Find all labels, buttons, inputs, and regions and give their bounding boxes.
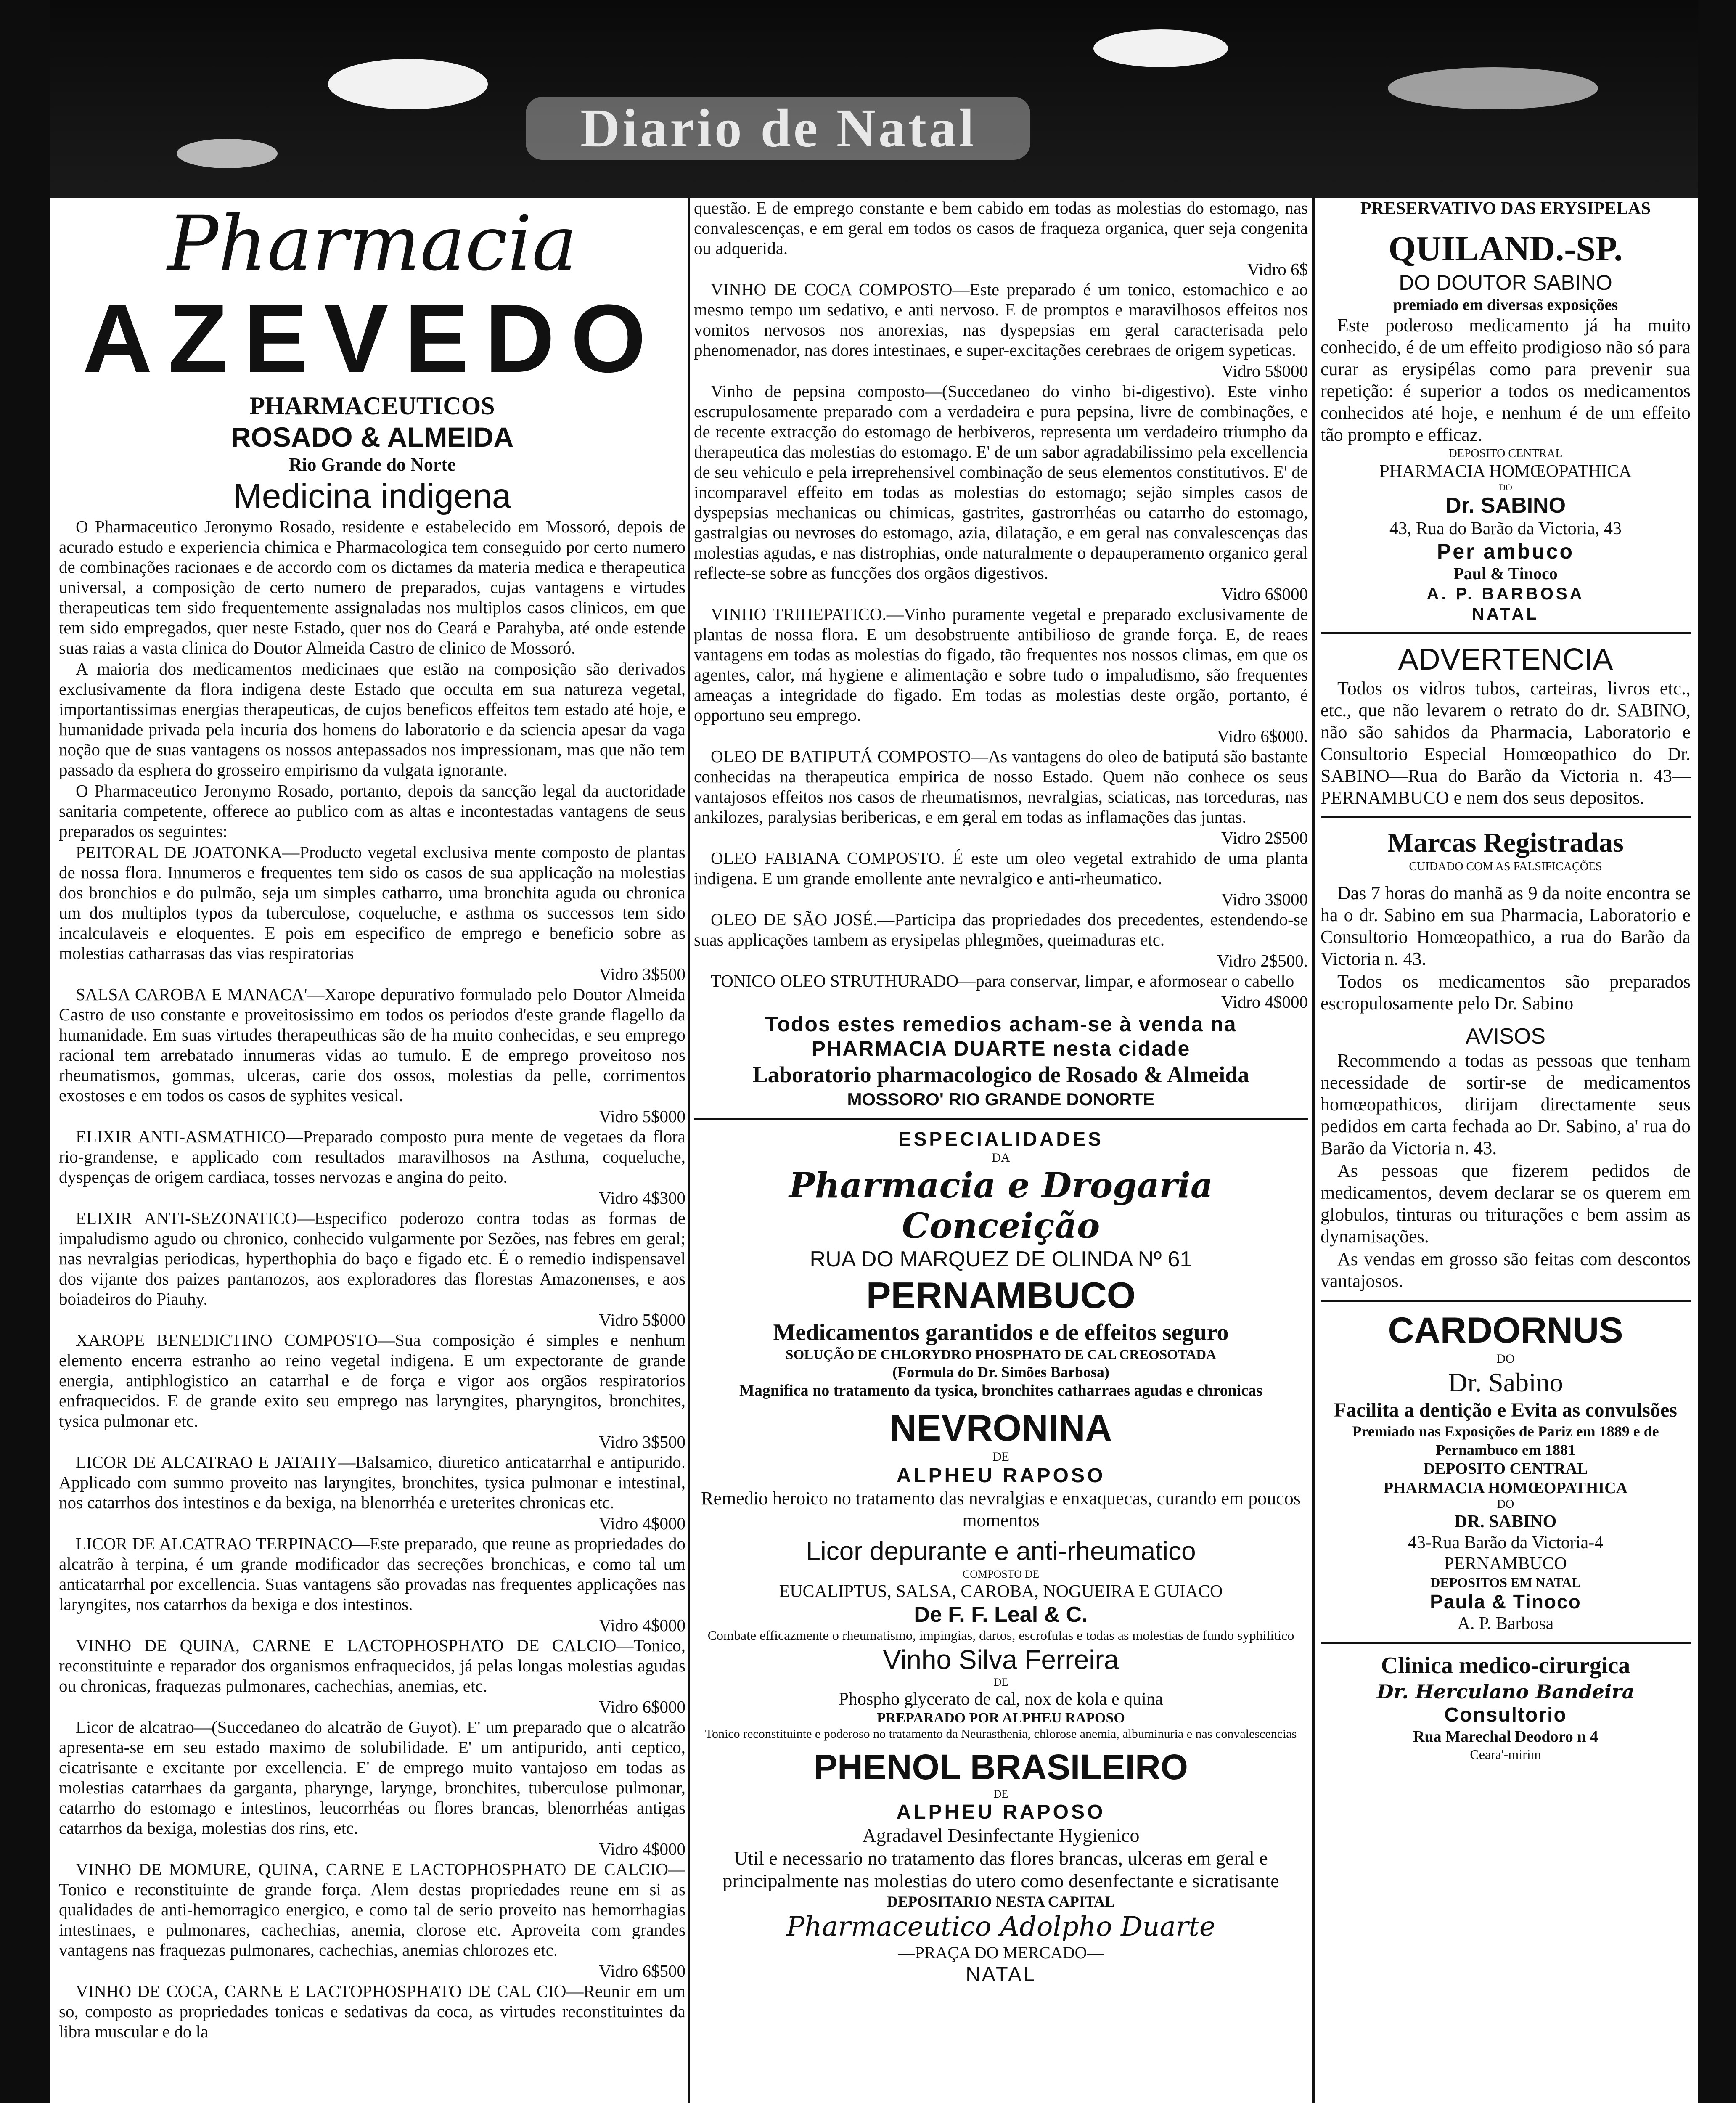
formula-label: (Formula do Dr. Simões Barbosa): [892, 1364, 1109, 1380]
product-entry: LICOR DE ALCATRAO E JATAHY—Balsamico, diuretico anticatarrhal e antipurido. Applicado com summo proveito nas laryngites, bronchites, tysica pulmonar e intestinal, nos catarrhos dos intestinos e da bexiga, na blenorrhéa e ureterites chronicas etc.: [59, 1452, 685, 1512]
composto-de-label: COMPOSTO DE: [962, 1568, 1040, 1580]
rua-marechal: Rua Marechal Deodoro n 4: [1413, 1728, 1598, 1745]
article-paragraph: questão. E de emprego constante e bem cabido em todas as molestias do estomago, nas convalescenças, e em geral em todos os casos de fraqueza organica, quer seja congenita ou adquerida.: [694, 198, 1308, 258]
consultorio-label: Consultorio: [1444, 1704, 1567, 1726]
left-margin-dark: [0, 0, 50, 2103]
product-entry: VINHO DE MOMURE, QUINA, CARNE E LACTOPHOSPHATO DE CALCIO—Tonico e reconstituinte de grande força. Alem destas propriedades reune em si as qualidades de anti-hemorragico energico, e como tal de serio proveito nas hemorrhagias intestinaes, e pulmonares, cachechias, anemia, clorose etc. Aproveita com grandes vantagens nas fraquezas pulmonares, cachechias, anemias chlorozes etc.: [59, 1859, 685, 1960]
product-entry: PEITORAL DE JOATONKA—Producto vegetal exclusiva mente composto de plantas de nossa flora. Innumeros e frequentes tem sido os casos de sua applicação na molestias dos bronchios e do pulmão, seja um simples catharro, uma bronchita aguda ou chronica um dos multiplos typos da tuberculose, coqueluche, e asthma os successos tem sido incalculaveis e eloquentes. E pois em especifico de emprego e beneficio sobre as molestias catharrasas das vias respiratorias: [59, 842, 685, 963]
premiado-label: premiado em diversas exposições: [1393, 296, 1618, 314]
product-entry: Vinho de pepsina composto—(Succedaneo do vinho bi-digestivo). Este vinho escrupulosamente preparado com a verdadeira e pura pepsina, livre de combinações, e de recente extracção do estomago de herbiveros, representa um verdadeiro triumpho da therapeutica das molestias do estomago. E' de um sabor agradabilissimo pela excellencia de seu vehiculo e pela irreprehensivel combinação de seus elementos constitutivos. E' de incomparavel effeito em todas as molestias do estomago; sejão simples casos de dyspepsias mechanicas ou chimicas, gastrites, gastrorrhéas ou catarrho do estomago, gastralgias ou nevroses do estomago, azia, dilatação, e em geral nas convalescenças das molestias agudas, e nas distrophias, onde naturalmente o depauperamento organico geral reflecte-se sobre as funcções dos orgãos digestivos.: [694, 381, 1308, 583]
column-middle: [694, 198, 1308, 2103]
product-price: Vidro 3$500: [599, 964, 685, 984]
vendas-text: As vendas em grosso são feitas com descontos vantajosos.: [1321, 1249, 1691, 1291]
product-price: Vidro 3$000: [1221, 890, 1308, 909]
product-price: Vidro 5$000: [599, 1310, 685, 1330]
product-price: Vidro 4$000: [1221, 992, 1308, 1012]
section-divider: [694, 1118, 1308, 1120]
product-price: Vidro 2$500.: [1217, 951, 1308, 970]
section-divider: [1321, 632, 1691, 634]
barbosa-label: A. P. BARBOSA: [1426, 585, 1585, 603]
product-entry: Licor de alcatrao—(Succedaneo do alcatrão de Guyot). E' um preparado que o alcatrão apresenta-se em seu estado maximo de solubilidade. E' um antipurido, anti ceptico, cicatrisante e excitante por excellencia. E' de emprego muito vantajoso em todas as molestias catarrhaes da garganta, pharynge, larynge, bronchites, tuberculose pulmonar, catarrho do estomago e intestinos, leucorrhéas ou flores brancas, blenorrhéas antigas catarrhos da bexiga, molestias dos rins, etc.: [59, 1717, 685, 1838]
pharmaceuticos-label: PHARMACEUTICOS: [249, 392, 495, 420]
column-right: [1321, 198, 1691, 2103]
laboratorio-heading: Laboratorio pharmacologico de Rosado & Almeida: [752, 1062, 1249, 1087]
de-label: DE: [993, 1788, 1008, 1800]
rio-grande-label: Rio Grande do Norte: [288, 454, 456, 475]
pedidos-text: As pessoas que fizerem pedidos de medicamentos, devem declarar se os querem em globulos, tinturas ou triturações e bem assim as dynamisações.: [1321, 1160, 1691, 1247]
magnifica-label: Magnifica no tratamento da tysica, bronchites catharraes agudas e chronicas: [739, 1382, 1263, 1399]
product-price: Vidro 6$500: [599, 1961, 685, 1981]
column-rule: [1312, 198, 1315, 2103]
product-entry: VINHO DE QUINA, CARNE E LACTOPHOSPHATO DE CALCIO—Tonico, reconstituinte e reparador dos organismos enfraquecidos, já pelas longas molestias agudas ou chronicas, fraquezas pulmonares, cachechias, anemias, etc.: [59, 1636, 685, 1695]
paul-tinoco: Paul & Tinoco: [1453, 564, 1558, 583]
product-price: Vidro 5$000: [599, 1107, 685, 1126]
natal-label: NATAL: [966, 1963, 1036, 1986]
adolpho-duarte: Pharmaceutico Adolpho Duarte: [786, 1911, 1215, 1942]
dr-sabino-label: Dr. SABINO: [1445, 493, 1566, 518]
section-divider: [1321, 1300, 1691, 1302]
natal-label: NATAL: [1472, 605, 1539, 623]
rosado-almeida: ROSADO & ALMEIDA: [230, 421, 514, 453]
phospho-label: Phospho glycerato de cal, nox de kola e quina: [839, 1690, 1163, 1709]
homoeopathica-label: PHARMACIA HOMŒOPATHICA: [1379, 462, 1632, 481]
avisos-heading: AVISOS: [1466, 1024, 1545, 1049]
article-paragraph: O Pharmaceutico Jeronymo Rosado, portanto, depois da sancção legal da auctoridade sanitaria competente, offerece ao publico com as altas e incontestadas vantagens de seus preparados os seguintes:: [59, 781, 685, 841]
quiland-description: Este poderoso medicamento já ha muito conhecido, é de um effeito prodigioso não só para curar as erysipélas como para prevenir sua repetição: é superior a todos os medicamentos conhecidos até hoje, e nenhum é de um effeito tão prompto e efficaz.: [1321, 315, 1691, 445]
phenol-heading: PHENOL BRASILEIRO: [814, 1747, 1188, 1787]
column-left: [59, 198, 685, 2103]
column-rule: [688, 198, 690, 2103]
product-entry: LICOR DE ALCATRAO TERPINACO—Este preparado, que reune as propriedades do alcatrão à terpina, é um grande modificador das secreções bronchicas, e como tal um anticatarrhal por excellencia. Suas vantagens são provadas nas frequentes applicações nas laryngites, nos catarrhos da bexiga e dos intestinos.: [59, 1534, 685, 1614]
combate-label: Combate efficazmente o rheumatismo, impingias, dartos, escrofulas e todas as molestias de fundo syphilitico: [707, 1628, 1294, 1643]
product-entry: SALSA CAROBA E MANACA'—Xarope depurativo formulado pelo Doutor Almeida Castro de uso constante e proveitosissimo em todos os periodos d'este grande flagello da humanidade. Em suas virtudes therapeuthicas são de ha muito conhecidas, e seu emprego racional tem arrebatado innumeras vidas ao tumulo. E de emprego proveitoso nos rheumatismos, gommas, ulceras, carie dos ossos, molestias da pelle, corrimentos exostoses e em todos os casos de syphites vesical.: [59, 985, 685, 1105]
silva-ferreira-heading: Vinho Silva Ferreira: [883, 1645, 1119, 1675]
product-price: Vidro 6$000: [1221, 584, 1308, 604]
product-entry: TONICO OLEO STRUTHURADO—para conservar, limpar, e aformosear o cabello: [711, 971, 1294, 991]
medicamentos-heading: Medicamentos garantidos e de effeitos seguro: [773, 1319, 1229, 1345]
tonico-label: Tonico reconstituinte e poderoso no tratamento da Neurasthenia, chlorose anemia, albuminuria e nas convalescencias: [705, 1727, 1297, 1741]
product-price: Vidro 6$: [1247, 260, 1308, 279]
article-paragraph: A maioria dos medicamentos medicinaes que estão na composição são derivados exclusivamente da flora indigena deste Estado que occulta em sua natureza vegetal, importantissimas energias therapeuticas, de cujos beneficos effeitos tem estado até hoje, e humanidade privada pela incuria dos homens do laboratorio e da sciencia apesar da vaga noção que de suas vantagens os nossos antepassados nos impressionam, mas que não tem passado da esphera do grosseiro empirismo da vulgata ignorante.: [59, 659, 685, 779]
advertencia-heading: ADVERTENCIA: [1398, 643, 1613, 676]
clinica-heading: Clinica medico-cirurgica: [1381, 1653, 1630, 1679]
cardornus-heading: CARDORNUS: [1388, 1310, 1623, 1351]
da-label: DA: [992, 1151, 1010, 1165]
rua-marquez: RUA DO MARQUEZ DE OLINDA Nº 61: [810, 1247, 1192, 1271]
dr-sabino-heading: Dr. Sabino: [1448, 1367, 1563, 1397]
alpheu-raposo: ALPHEU RAPOSO: [896, 1801, 1106, 1823]
todos-remedios-notice: Todos estes remedios acham-se à venda na PHARMACIA DUARTE nesta cidade: [765, 1012, 1237, 1060]
facilita-label: Facilita a dentição e Evita as convulsões: [1334, 1399, 1677, 1421]
product-price: Vidro 5$000: [1221, 361, 1308, 381]
ambuco-label: Per ambuco: [1437, 540, 1575, 563]
product-price: Vidro 6$000: [599, 1697, 685, 1716]
product-entry: ELIXIR ANTI-ASMATHICO—Preparado composto pura mente de vegetaes da flora rio-grandense, e applicado com resultados maravilhosos na Asthma, coqueluche, dyspenças de origem cardiaca, tosses nervozas e angina do peito.: [59, 1127, 685, 1187]
pernambuco-heading: PERNAMBUCO: [866, 1274, 1136, 1316]
product-price: Vidro 3$500: [599, 1432, 685, 1451]
deposito-label: DEPOSITO CENTRAL: [1448, 447, 1563, 460]
product-price: Vidro 6$000.: [1217, 726, 1308, 746]
pharmacia-heading: Pharmacia: [167, 200, 577, 288]
todos-medicamentos-text: Todos os medicamentos são preparados escropulosamente pelo Dr. Sabino: [1321, 971, 1691, 1014]
right-margin-dark: [1698, 0, 1736, 2103]
do-label: DO: [1496, 1352, 1515, 1366]
deposito-central: DEPOSITO CENTRAL: [1423, 1460, 1588, 1478]
product-entry: OLEO DE SÃO JOSÉ.—Participa das propriedades dos precedentes, estendendo-se suas applicações tambem as erysipelas phlegmões, queimaduras etc.: [694, 910, 1308, 949]
alpheu-raposo: ALPHEU RAPOSO: [896, 1465, 1106, 1487]
herculano-label: Dr. Herculano Bandeira: [1376, 1680, 1635, 1703]
premiado-exposicoes: Premiado nas Exposições de Pariz em 1889 e de Pernambuco em 1881: [1352, 1423, 1659, 1458]
paula-tinoco: Paula & Tinoco: [1430, 1591, 1581, 1613]
section-divider: [1321, 1642, 1691, 1644]
pernambuco-label: PERNAMBUCO: [1444, 1554, 1567, 1573]
depositario-label: DEPOSITARIO NESTA CAPITAL: [887, 1893, 1115, 1910]
agradavel-label: Agradavel Desinfectante Hygienico: [862, 1825, 1140, 1846]
marcas-heading: Marcas Registradas: [1387, 827, 1624, 858]
dr-sabino-label: DR. SABINO: [1454, 1512, 1557, 1531]
product-entry: VINHO DE COCA, CARNE E LACTOPHOSPHATO DE CAL CIO—Reunir em um so, composto as propriedades tonicas e sedativas da coca, as virtudes reconstituintes da libra muscular e do la: [59, 1981, 685, 2041]
product-price: Vidro 4$000: [599, 1839, 685, 1859]
do-label: DO: [1499, 482, 1512, 493]
product-price: Vidro 4$000: [599, 1616, 685, 1635]
product-price: Vidro 4$300: [599, 1188, 685, 1208]
barbosa-label: A. P. Barbosa: [1457, 1614, 1554, 1633]
avisos-text: Recommendo a todas as pessoas que tenham necessidade de sortir-se de medicamentos homœopathicos, dirijam directamente seus pedidos em carta fechada ao Dr. Sabino, a' rua do Barão da Victoria n. 43.: [1321, 1050, 1691, 1158]
nevronina-description: Remedio heroico no tratamento das nevralgias e enxaquecas, curando em poucos momentos: [701, 1488, 1301, 1531]
nevronina-heading: NEVRONINA: [889, 1407, 1112, 1449]
masthead-title: Diario de Natal: [580, 98, 977, 159]
azevedo-heading: AZEVEDO: [82, 284, 662, 392]
product-price: Vidro 4$000: [599, 1514, 685, 1533]
product-entry: OLEO DE BATIPUTÁ COMPOSTO—As vantagens do oleo de batiputá são bastante conhecidas na therapeutica empirica de nosso Estado. Quem não conhece os seus vantajosos effeitos nos casos de rheumatismos, nevralgias, sciaticas, nas torceduras, nas ankilozes, paralysias beribericas, e em geral em todas as inflamações das juntas.: [694, 747, 1308, 826]
de-label: DE: [993, 1676, 1008, 1688]
especialidades-heading: ESPECIALIDADES: [898, 1128, 1104, 1150]
product-entry: ELIXIR ANTI-SEZONATICO—Especifico poderozo contra todas as formas de impaludismo agudo ou chronico, conhecido vulgarmente por Sezões, nas febres em geral; nas nevralgias periodicas, hyperthophia do baço e figado etc. É o remedio indispensavel dos vijante dos paizes pantanozos, aos exploradores das florestas Amazonenses, e aos boiadeiros do Piauhy.: [59, 1208, 685, 1308]
cuidado-label: CUIDADO COM AS FALSIFICAÇÕES: [1409, 860, 1602, 873]
section-divider: [1321, 816, 1691, 818]
product-entry: VINHO TRIHEPATICO.—Vinho puramente vegetal e preparado exclusivamente de plantas de nossa flora. E um desobstruente antibilioso de grande força. E, de reaes vantagens em todas as molestias do figado, tão frequentes nos nossos climas, em que os agentes, calor, má hygiene e alimentação e sobre tudo o impaludismo, são frequentes ameaças a integridade do figado. Em todas as molestias deste orgão, portanto, é opportuno seu emprego.: [694, 604, 1308, 725]
quiland-heading: QUILAND.-SP.: [1388, 229, 1623, 268]
leal-label: De F. F. Leal & C.: [914, 1602, 1088, 1627]
product-entry: VINHO DE COCA COMPOSTO—Este preparado é um tonico, estomachico e ao mesmo tempo um sedativo, e anti nervoso. E de promptos e maravilhosos effeitos nos vomitos nervosos nos anorexias, nas dyspepsias em geral caracterisada pelo phenomenador, nas dores intestinaes, e super-excitações cerebraes de origem sypeticas.: [694, 280, 1308, 360]
ingredients-list: EUCALIPTUS, SALSA, CAROBA, NOGUEIRA E GUIACO: [779, 1582, 1223, 1601]
product-price: Vidro 2$500: [1221, 828, 1308, 848]
conceicao-heading: Pharmacia e Drogaria Conceição: [789, 1165, 1213, 1246]
homoeopathica-label: PHARMACIA HOMŒOPATHICA: [1383, 1479, 1628, 1497]
product-entry: XAROPE BENEDICTINO COMPOSTO—Sua composição é simples e nenhum elemento encerra estranho ao reino vegetal indigena. E um expectorante de grande energia, antiphlogistico an catarrhal e de força e vigor aos orgãos respiratorios enfraquecidos. E de grande exito seu emprego nas laryngites, pharyngitos, bronchites, tysica pulmonar etc.: [59, 1330, 685, 1430]
preservativo-label: PRESERVATIVO DAS ERYSIPELAS: [1360, 199, 1651, 218]
do-label: DO: [1497, 1498, 1514, 1511]
solucao-label: SOLUÇÃO DE CHLORYDRO PHOSPHATO DE CAL CREOSOTADA: [786, 1347, 1216, 1362]
horario-text: Das 7 horas do manhã as 9 da noite encontra se ha o dr. Sabino em sua Pharmacia, Laboratorio e Consultorio Homœopathico, a rua do Barão da Victoria n. 43.: [1321, 883, 1691, 969]
doutor-sabino-label: DO DOUTOR SABINO: [1399, 271, 1612, 294]
address-label: 43-Rua Barão da Victoria-4: [1408, 1533, 1604, 1552]
product-entry: OLEO FABIANA COMPOSTO. É este um oleo vegetal extrahido de uma planta indigena. E um grande emollente ante nevralgico e anti-rheumatico.: [694, 848, 1308, 888]
article-paragraph: O Pharmaceutico Jeronymo Rosado, residente e estabelecido em Mossoró, depois de acurado estudo e experiencia chimica e Pharmacologica tem conseguido por certo numero de combinações racionaes e de accordo com os dictames da materia medica e therapeutica universal, a composição de certo numero de preparados, cujas vantagens e virtudes therapeuticas tem sido frequentemente assignaladas nos multiplos casos clinicos, em que tem sido empregados, quer neste Estado, quer nos do Ceará e Parahyba, até onde estende suas raias a vasta clinica do Doutor Almeida Castro de clinico de Mossoró.: [59, 517, 685, 657]
address-label: 43, Rua do Barão da Victoria, 43: [1389, 519, 1622, 538]
mossoro-label: MOSSORO' RIO GRANDE DONORTE: [847, 1089, 1155, 1109]
medicina-heading: Medicina indigena: [233, 477, 511, 515]
praca-label: —PRAÇA DO MERCADO—: [898, 1943, 1104, 1962]
advertencia-text: Todos os vidros tubos, carteiras, livros etc., etc., que não levarem o retrato do dr. SABINO, não são sahidos da Pharmacia, Laboratorio e Consultorio Especial Homœopathico do Dr. SABINO—Rua do Barão da Victoria n. 43—PERNAMBUCO e nem dos seus depositos.: [1321, 678, 1691, 808]
licor-depurante-heading: Licor depurante e anti-rheumatico: [806, 1537, 1196, 1566]
preparado-label: PREPARADO POR ALPHEU RAPOSO: [877, 1710, 1125, 1726]
util-label: Util e necessario no tratamento das flores brancas, ulceras em geral e principalmente nas molestias do utero como desenfectante e sicratisante: [722, 1847, 1279, 1891]
ceara-mirim: Ceara'-mirim: [1470, 1747, 1541, 1762]
de-label: DE: [992, 1450, 1009, 1464]
depositos-label: DEPOSITOS EM NATAL: [1430, 1575, 1581, 1590]
